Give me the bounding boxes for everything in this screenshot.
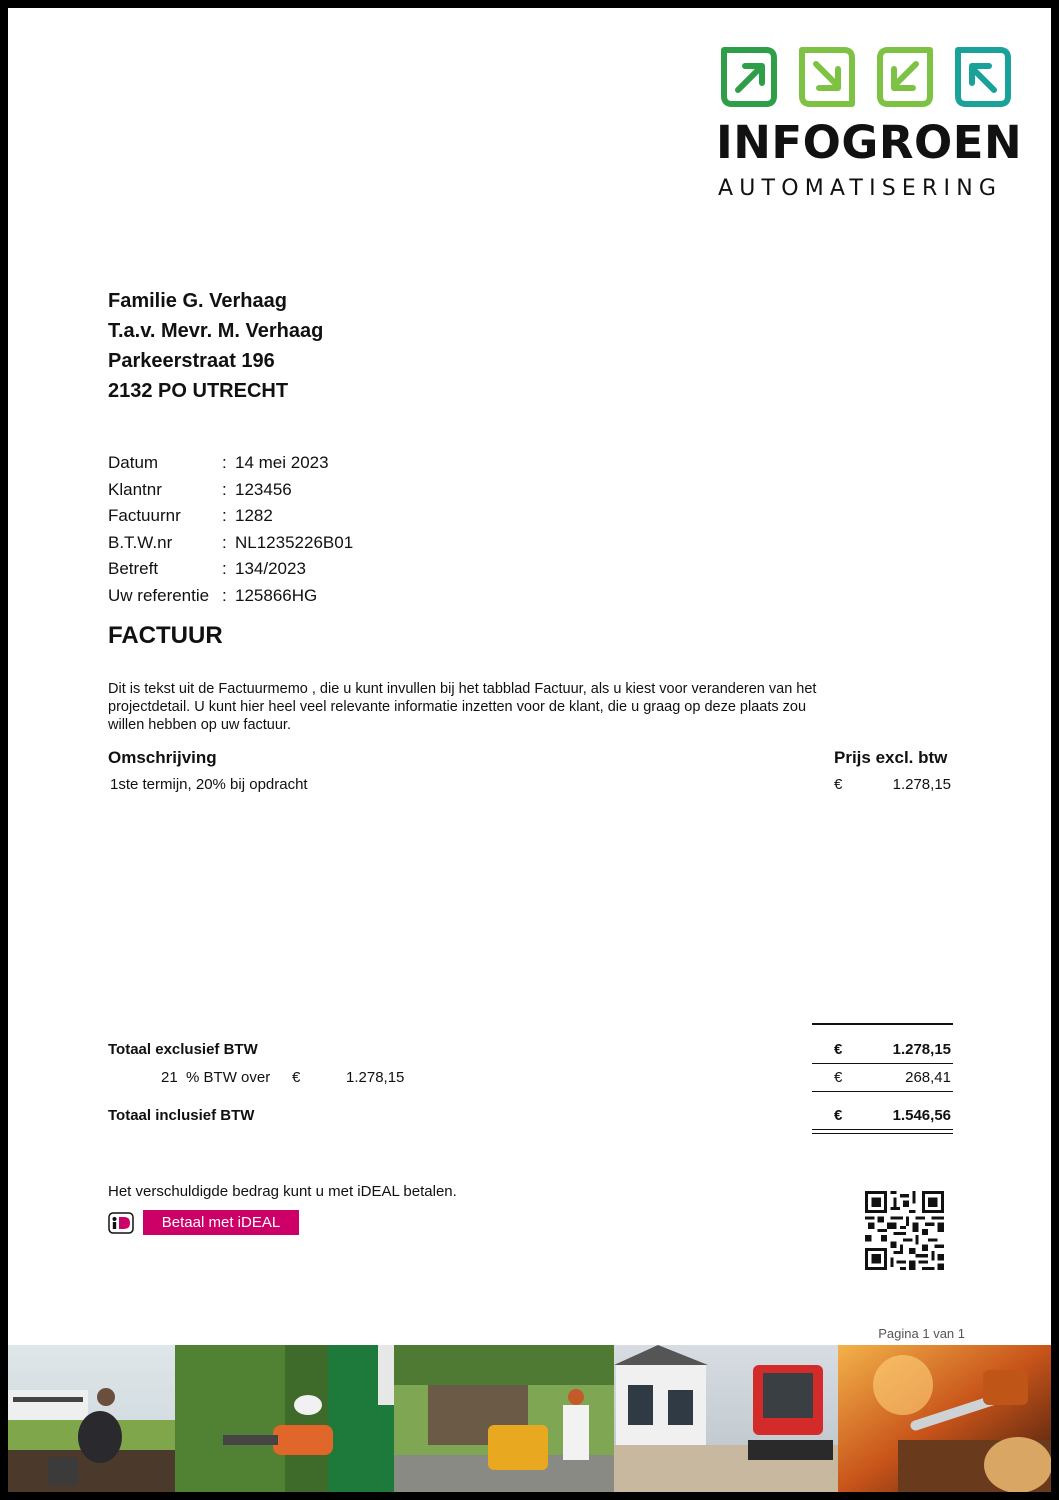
column-header-price: Prijs excl. btw (834, 748, 948, 767)
photo-chipper (394, 1345, 614, 1492)
invoice-memo: Dit is tekst uit de Factuurmemo , die u kunt invullen bij het tabblad Factuur, als u kiest voor veranderen van het projectdetail. U kunt hier heel veel relevante informatie inzetten voor de klant, die u graag op deze plaats zou willen hebben op uw factuur. (108, 681, 817, 733)
meta-colon: : (222, 506, 227, 525)
meta-label: Datum (108, 453, 159, 472)
meta-row-referentie (108, 583, 353, 610)
meta-value: 14 mei 2023 (235, 453, 329, 472)
qr-code (865, 1191, 944, 1270)
page-number: Pagina 1 van 1 (878, 1326, 965, 1341)
meta-colon: : (222, 453, 227, 472)
meta-label: Betreft (108, 559, 159, 578)
arrow-down-left-icon (880, 50, 930, 104)
double-rule-top (812, 1129, 953, 1130)
meta-value: 134/2023 (235, 559, 306, 578)
line-item-description: 1ste termijn, 20% bij opdracht (110, 776, 308, 793)
photo-excavator (614, 1345, 838, 1492)
vat-amount: 268,41 (905, 1069, 951, 1086)
company-logo (716, 44, 1023, 214)
vat-rate (161, 1069, 270, 1086)
photo-gardener (8, 1345, 175, 1492)
company-subtitle: AUTOMATISERING (718, 176, 1003, 201)
recipient-city: 2132 PO UTRECHT (108, 380, 289, 402)
payment-text: Het verschuldigde bedrag kunt u met iDEAL betalen. (108, 1183, 457, 1200)
meta-value: 125866HG (235, 585, 318, 605)
meta-label: Factuurnr (108, 506, 181, 525)
arrow-down-right-icon (802, 50, 852, 104)
meta-value: NL1235226B01 (235, 532, 354, 552)
double-rule-bottom (812, 1133, 953, 1134)
company-name: INFOGROEN (716, 116, 1023, 169)
total-excl-amount: 1.278,15 (892, 1041, 951, 1058)
meta-row-btwnr (108, 530, 353, 557)
recipient-street: Parkeerstraat 196 (108, 350, 275, 372)
vat-currency: € (834, 1069, 843, 1086)
vat-rate-text: % BTW over (186, 1069, 271, 1086)
meta-colon: : (222, 585, 227, 605)
meta-label: Klantnr (108, 479, 162, 499)
ideal-icon (108, 1212, 134, 1234)
meta-row-klantnr (108, 477, 353, 504)
vat-base-currency: € (292, 1069, 301, 1086)
total-incl-amount: 1.546,56 (892, 1107, 951, 1124)
invoice-meta (108, 450, 353, 609)
logo-arrow-icons (718, 44, 1014, 110)
photo-hedge (175, 1345, 398, 1492)
column-header-description: Omschrijving (108, 748, 217, 767)
recipient-name: Familie G. Verhaag (108, 290, 287, 312)
recipient-attention: T.a.v. Mevr. M. Verhaag (108, 320, 324, 342)
meta-colon: : (222, 559, 227, 578)
meta-row-datum (108, 450, 353, 477)
meta-row-factuurnr (108, 503, 353, 530)
total-incl-currency: € (834, 1107, 843, 1124)
pay-with-ideal-button[interactable]: Betaal met iDEAL (143, 1210, 299, 1235)
meta-value: 123456 (235, 479, 292, 499)
total-incl-label: Totaal inclusief BTW (108, 1107, 255, 1124)
photo-strip (8, 1345, 1051, 1492)
totals-lower-rule (812, 1091, 953, 1092)
meta-value: 1282 (235, 506, 273, 525)
meta-colon: : (222, 532, 227, 552)
document-title: FACTUUR (108, 622, 223, 649)
line-item-currency: € (834, 776, 843, 793)
line-item-amount: 1.278,15 (892, 776, 951, 793)
arrow-up-left-icon (958, 50, 1008, 104)
totals-mid-rule (812, 1063, 953, 1064)
recipient-address (108, 286, 323, 406)
photo-chainsaw (838, 1345, 1051, 1492)
total-excl-currency: € (834, 1041, 843, 1058)
meta-colon: : (222, 479, 227, 499)
meta-label: Uw referentie (108, 585, 210, 605)
arrow-up-right-icon (724, 50, 774, 104)
invoice-page (8, 8, 1051, 1492)
vat-base-amount: 1.278,15 (346, 1069, 405, 1086)
totals-top-rule (812, 1023, 953, 1025)
vat-rate-value: 21 (161, 1069, 178, 1086)
meta-label: B.T.W.nr (108, 532, 173, 552)
meta-row-betreft (108, 556, 353, 583)
total-excl-label: Totaal exclusief BTW (108, 1041, 258, 1058)
